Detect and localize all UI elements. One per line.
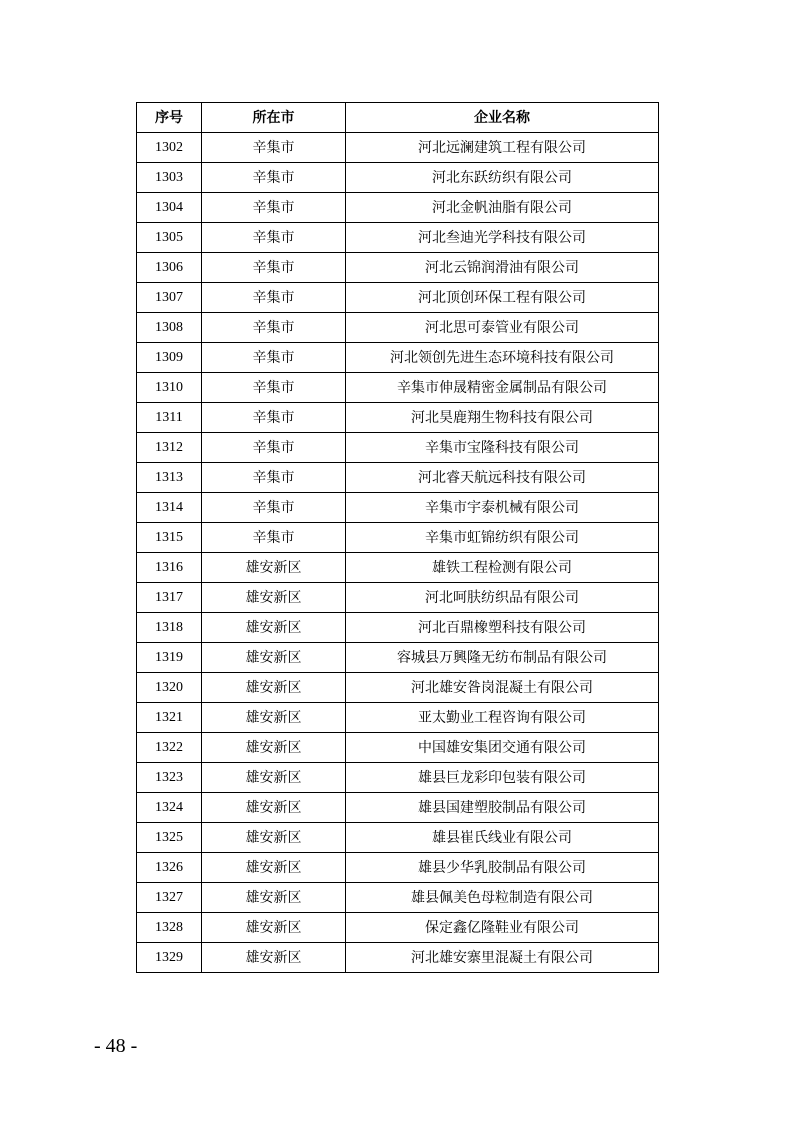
cell-city: 雄安新区: [202, 703, 346, 733]
cell-city: 辛集市: [202, 133, 346, 163]
cell-company: 雄县巨龙彩印包装有限公司: [346, 763, 659, 793]
cell-company: 河北呵肤纺织品有限公司: [346, 583, 659, 613]
cell-company: 河北叁迪光学科技有限公司: [346, 223, 659, 253]
cell-city: 辛集市: [202, 193, 346, 223]
cell-company: 亚太勤业工程咨询有限公司: [346, 703, 659, 733]
cell-company: 河北远澜建筑工程有限公司: [346, 133, 659, 163]
table-row: [137, 583, 659, 613]
cell-company: 河北雄安昝岗混凝土有限公司: [346, 673, 659, 703]
table-row: [137, 493, 659, 523]
cell-city: 雄安新区: [202, 913, 346, 943]
cell-company: 雄县国建塑胶制品有限公司: [346, 793, 659, 823]
cell-company: 容城县万興隆无纺布制品有限公司: [346, 643, 659, 673]
cell-city: 雄安新区: [202, 793, 346, 823]
cell-seq: 1305: [137, 223, 202, 253]
cell-city: 雄安新区: [202, 673, 346, 703]
cell-city: 辛集市: [202, 223, 346, 253]
cell-city: 辛集市: [202, 403, 346, 433]
cell-company: 雄铁工程检测有限公司: [346, 553, 659, 583]
cell-seq: 1324: [137, 793, 202, 823]
table-row: [137, 283, 659, 313]
cell-seq: 1314: [137, 493, 202, 523]
cell-seq: 1310: [137, 373, 202, 403]
cell-company: 河北领创先进生态环境科技有限公司: [346, 343, 659, 373]
table-row: [137, 313, 659, 343]
cell-seq: 1311: [137, 403, 202, 433]
cell-company: 河北昊鹿翔生物科技有限公司: [346, 403, 659, 433]
table-row: [137, 643, 659, 673]
cell-city: 雄安新区: [202, 943, 346, 973]
cell-company: 辛集市虹锦纺织有限公司: [346, 523, 659, 553]
cell-city: 辛集市: [202, 523, 346, 553]
cell-city: 辛集市: [202, 163, 346, 193]
table-row: [137, 853, 659, 883]
cell-company: 雄县少华乳胶制品有限公司: [346, 853, 659, 883]
cell-company: 河北东跃纺织有限公司: [346, 163, 659, 193]
cell-seq: 1308: [137, 313, 202, 343]
cell-seq: 1322: [137, 733, 202, 763]
table-row: [137, 403, 659, 433]
table-row: [137, 463, 659, 493]
cell-seq: 1327: [137, 883, 202, 913]
cell-seq: 1307: [137, 283, 202, 313]
cell-company: 辛集市宇泰机械有限公司: [346, 493, 659, 523]
cell-company: 河北睿天航远科技有限公司: [346, 463, 659, 493]
header-seq: 序号: [137, 103, 202, 133]
cell-city: 雄安新区: [202, 583, 346, 613]
table-row: [137, 943, 659, 973]
header-city: 所在市: [202, 103, 346, 133]
cell-city: 辛集市: [202, 313, 346, 343]
cell-seq: 1317: [137, 583, 202, 613]
table-row: [137, 343, 659, 373]
cell-city: 辛集市: [202, 433, 346, 463]
table-row: [137, 613, 659, 643]
cell-company: 河北雄安寨里混凝土有限公司: [346, 943, 659, 973]
cell-company: 保定鑫亿隆鞋业有限公司: [346, 913, 659, 943]
cell-seq: 1320: [137, 673, 202, 703]
cell-seq: 1318: [137, 613, 202, 643]
table-row: [137, 673, 659, 703]
header-company-name: 企业名称: [346, 103, 659, 133]
table-header-row: [137, 103, 659, 133]
cell-company: 雄县佩美色母粒制造有限公司: [346, 883, 659, 913]
cell-company: 辛集市伸晟精密金属制品有限公司: [346, 373, 659, 403]
cell-city: 雄安新区: [202, 643, 346, 673]
cell-city: 雄安新区: [202, 733, 346, 763]
cell-seq: 1312: [137, 433, 202, 463]
cell-city: 雄安新区: [202, 553, 346, 583]
cell-company: 河北思可泰管业有限公司: [346, 313, 659, 343]
cell-seq: 1302: [137, 133, 202, 163]
cell-seq: 1306: [137, 253, 202, 283]
cell-seq: 1323: [137, 763, 202, 793]
cell-city: 辛集市: [202, 253, 346, 283]
table-row: [137, 733, 659, 763]
cell-seq: 1319: [137, 643, 202, 673]
cell-city: 辛集市: [202, 343, 346, 373]
cell-seq: 1304: [137, 193, 202, 223]
cell-seq: 1316: [137, 553, 202, 583]
table-row: [137, 523, 659, 553]
company-table: [136, 102, 659, 973]
cell-seq: 1321: [137, 703, 202, 733]
table-row: [137, 883, 659, 913]
table-row: [137, 223, 659, 253]
table-body: [137, 133, 659, 973]
cell-company: 河北百鼎橡塑科技有限公司: [346, 613, 659, 643]
cell-seq: 1326: [137, 853, 202, 883]
table-row: [137, 133, 659, 163]
cell-seq: 1325: [137, 823, 202, 853]
table-row: [137, 793, 659, 823]
table-row: [137, 373, 659, 403]
cell-city: 辛集市: [202, 373, 346, 403]
cell-company: 辛集市宝隆科技有限公司: [346, 433, 659, 463]
table-row: [137, 433, 659, 463]
cell-seq: 1313: [137, 463, 202, 493]
table-row: [137, 763, 659, 793]
cell-seq: 1303: [137, 163, 202, 193]
cell-city: 辛集市: [202, 283, 346, 313]
cell-seq: 1328: [137, 913, 202, 943]
cell-city: 雄安新区: [202, 613, 346, 643]
cell-city: 雄安新区: [202, 853, 346, 883]
cell-company: 中国雄安集团交通有限公司: [346, 733, 659, 763]
table-row: [137, 553, 659, 583]
cell-city: 雄安新区: [202, 763, 346, 793]
cell-city: 雄安新区: [202, 823, 346, 853]
cell-company: 河北金帆油脂有限公司: [346, 193, 659, 223]
cell-company: 河北顶创环保工程有限公司: [346, 283, 659, 313]
table-row: [137, 253, 659, 283]
page-number: - 48 -: [94, 1035, 138, 1057]
table-row: [137, 193, 659, 223]
cell-company: 河北云锦润滑油有限公司: [346, 253, 659, 283]
table-row: [137, 163, 659, 193]
cell-city: 辛集市: [202, 463, 346, 493]
cell-city: 雄安新区: [202, 883, 346, 913]
table-row: [137, 703, 659, 733]
cell-seq: 1329: [137, 943, 202, 973]
cell-company: 雄县崔氏线业有限公司: [346, 823, 659, 853]
cell-seq: 1315: [137, 523, 202, 553]
cell-seq: 1309: [137, 343, 202, 373]
table-row: [137, 913, 659, 943]
table-row: [137, 823, 659, 853]
cell-city: 辛集市: [202, 493, 346, 523]
